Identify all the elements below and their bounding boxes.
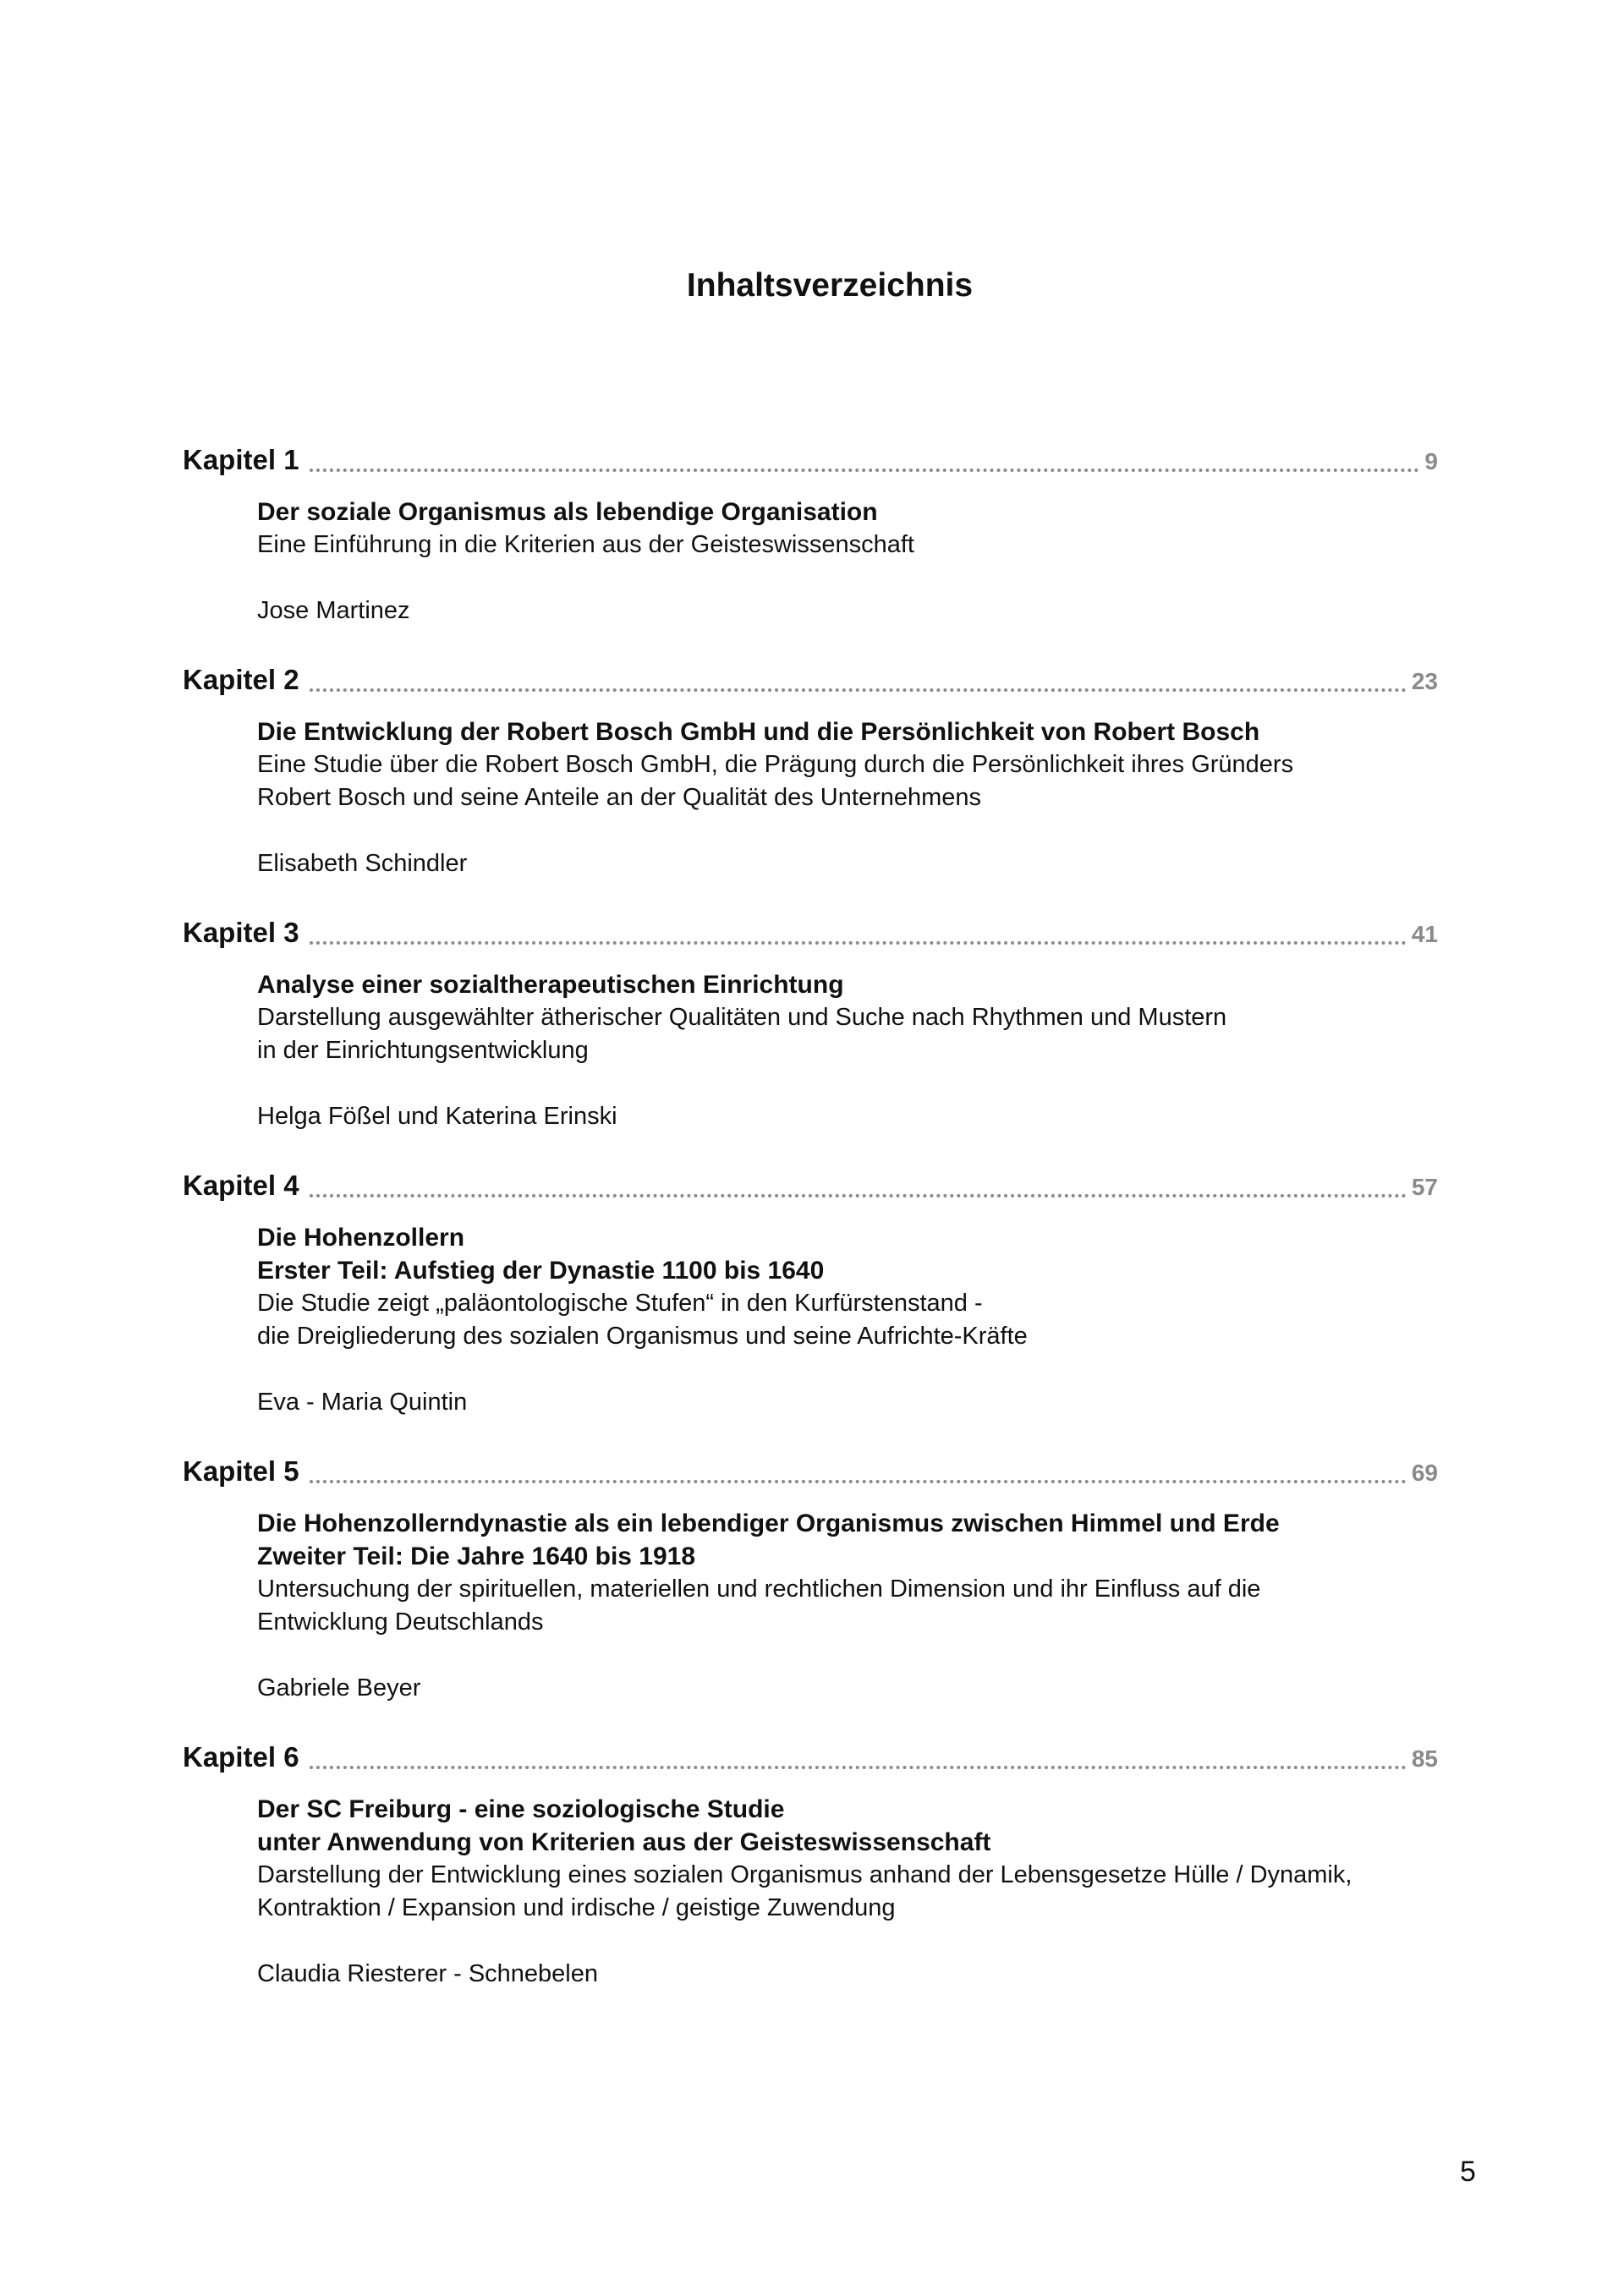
chapter-title-line: Der SC Freiburg - eine soziologische Studie	[257, 1795, 785, 1823]
chapter-page-number: 69	[1411, 1460, 1438, 1486]
chapter-description-line: Kontraktion / Expansion und irdische / geistige Zuwendung	[257, 1894, 896, 1921]
chapter-description-line: Eine Einführung in die Kriterien aus der Geisteswissenschaft	[257, 531, 914, 558]
chapter-heading[interactable]	[183, 911, 1438, 955]
table-of-contents	[183, 438, 1438, 1991]
chapter-author: Gabriele Beyer	[257, 1674, 421, 1701]
toc-entry	[183, 1449, 1438, 1705]
chapter-body	[257, 1507, 1438, 1705]
chapter-description-line: Robert Bosch und seine Anteile an der Qualität des Unternehmens	[257, 784, 982, 811]
chapter-heading[interactable]	[183, 658, 1438, 702]
chapter-title-line: Erster Teil: Aufstieg der Dynastie 1100 bis 1640	[257, 1257, 825, 1285]
chapter-heading[interactable]	[183, 1449, 1438, 1493]
toc-entry	[183, 911, 1438, 1133]
chapter-body	[257, 496, 1438, 627]
chapter-description-line: in der Einrichtungsentwicklung	[257, 1037, 589, 1064]
chapter-description-line: Darstellung der Entwicklung eines sozialen Organismus anhand der Lebensgesetze Hülle / Dynamik,	[257, 1861, 1352, 1888]
chapter-title-line: Zweiter Teil: Die Jahre 1640 bis 1918	[257, 1543, 696, 1570]
chapter-title-line: Die Hohenzollerndynastie als ein lebendiger Organismus zwischen Himmel und Erde	[257, 1510, 1280, 1537]
chapter-label: Kapitel 6	[183, 1741, 299, 1773]
chapter-description-line: Untersuchung der spirituellen, materiellen und rechtlichen Dimension und ihr Einfluss auf die	[257, 1575, 1261, 1603]
chapter-page-number: 85	[1411, 1745, 1438, 1772]
chapter-author: Claudia Riesterer - Schnebelen	[257, 1960, 598, 1987]
toc-entry	[183, 1164, 1438, 1419]
chapter-body	[257, 715, 1438, 880]
dot-leader	[310, 1480, 1407, 1483]
chapter-label: Kapitel 1	[183, 444, 299, 475]
chapter-label: Kapitel 4	[183, 1170, 299, 1201]
chapter-description-line: Die Studie zeigt „paläontologische Stufen“ in den Kurfürstenstand -	[257, 1290, 983, 1317]
chapter-heading[interactable]	[183, 1735, 1438, 1779]
chapter-heading[interactable]	[183, 438, 1438, 482]
chapter-author: Elisabeth Schindler	[257, 850, 468, 877]
chapter-heading[interactable]	[183, 1164, 1438, 1208]
toc-entry	[183, 1735, 1438, 1991]
chapter-author: Jose Martinez	[257, 597, 410, 624]
chapter-author: Eva - Maria Quintin	[257, 1389, 468, 1416]
dot-leader	[310, 1194, 1407, 1197]
chapter-title-line: Analyse einer sozialtherapeutischen Einrichtung	[257, 971, 844, 999]
chapter-description-line: die Dreigliederung des sozialen Organismus und seine Aufrichte-Kräfte	[257, 1323, 1028, 1350]
chapter-description-line: Entwicklung Deutschlands	[257, 1608, 544, 1636]
chapter-page-number: 41	[1411, 921, 1438, 947]
chapter-label: Kapitel 5	[183, 1455, 299, 1487]
page-title: Inhaltsverzeichnis	[686, 267, 974, 304]
chapter-description-line: Darstellung ausgewählter ätherischer Qualitäten und Suche nach Rhythmen und Mustern	[257, 1004, 1227, 1031]
chapter-body	[257, 968, 1438, 1133]
page-number: 5	[1460, 2156, 1476, 2188]
chapter-title-line: Die Hohenzollern	[257, 1224, 465, 1252]
chapter-title-line: unter Anwendung von Kriterien aus der Geisteswissenschaft	[257, 1828, 991, 1856]
chapter-body	[257, 1793, 1438, 1991]
chapter-title-line: Der soziale Organismus als lebendige Organisation	[257, 498, 878, 526]
toc-entry	[183, 658, 1438, 880]
chapter-title-line: Die Entwicklung der Robert Bosch GmbH und die Persönlichkeit von Robert Bosch	[257, 718, 1260, 746]
chapter-body	[257, 1221, 1438, 1419]
dot-leader	[310, 941, 1407, 945]
chapter-page-number: 23	[1411, 668, 1438, 694]
chapter-page-number: 9	[1424, 448, 1438, 474]
chapter-author: Helga Fößel und Katerina Erinski	[257, 1103, 617, 1130]
dot-leader	[310, 688, 1407, 692]
dot-leader	[310, 469, 1420, 472]
dot-leader	[310, 1766, 1407, 1769]
chapter-description-line: Eine Studie über die Robert Bosch GmbH, die Prägung durch die Persönlichkeit ihres Gründers	[257, 751, 1294, 778]
chapter-page-number: 57	[1411, 1174, 1438, 1200]
chapter-label: Kapitel 3	[183, 917, 299, 948]
toc-entry	[183, 438, 1438, 627]
chapter-label: Kapitel 2	[183, 664, 299, 695]
